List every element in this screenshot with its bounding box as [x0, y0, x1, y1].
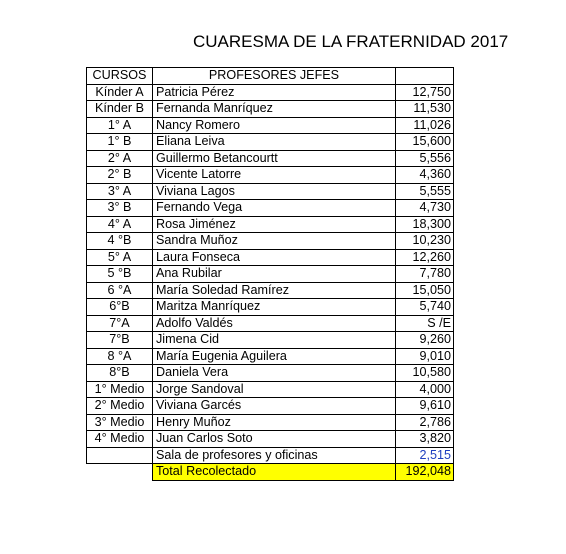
teacher-cell: María Eugenia Aguilera	[153, 348, 396, 365]
table-row	[87, 266, 454, 283]
teacher-cell: Laura Fonseca	[153, 249, 396, 266]
course-cell	[87, 447, 153, 464]
table-row	[87, 150, 454, 167]
teacher-cell: Juan Carlos Soto	[153, 431, 396, 448]
course-cell: Kínder B	[87, 101, 153, 118]
amount-cell: 3,820	[396, 431, 454, 448]
table-row	[87, 332, 454, 349]
course-cell: 6 °A	[87, 282, 153, 299]
table-row	[87, 233, 454, 250]
teacher-cell: Maritza Manríquez	[153, 299, 396, 316]
teacher-cell: Jimena Cid	[153, 332, 396, 349]
teacher-cell: Henry Muñoz	[153, 414, 396, 431]
amount-cell: 4,000	[396, 381, 454, 398]
course-cell: 2° A	[87, 150, 153, 167]
table-row	[87, 117, 454, 134]
teacher-cell: Daniela Vera	[153, 365, 396, 382]
header-cursos: CURSOS	[87, 68, 153, 85]
table-row	[87, 249, 454, 266]
table-row	[87, 381, 454, 398]
teacher-cell: Nancy Romero	[153, 117, 396, 134]
amount-cell: 15,050	[396, 282, 454, 299]
teacher-cell: Viviana Lagos	[153, 183, 396, 200]
teacher-cell: Fernanda Manríquez	[153, 101, 396, 118]
teacher-cell: Sala de profesores y oficinas	[153, 447, 396, 464]
table-row	[87, 101, 454, 118]
course-cell: 1° Medio	[87, 381, 153, 398]
amount-cell: 2,786	[396, 414, 454, 431]
course-cell: 3° Medio	[87, 414, 153, 431]
amount-cell: 5,740	[396, 299, 454, 316]
amount-cell: 12,260	[396, 249, 454, 266]
amount-cell: S /E	[396, 315, 454, 332]
header-monto	[396, 68, 454, 85]
table-header-row	[87, 68, 454, 85]
amount-cell: 15,600	[396, 134, 454, 151]
table-row	[87, 167, 454, 184]
course-cell: 4° A	[87, 216, 153, 233]
teacher-cell: Patricia Pérez	[153, 84, 396, 101]
teacher-cell: Viviana Garcés	[153, 398, 396, 415]
course-cell: 2° Medio	[87, 398, 153, 415]
teacher-cell: Ana Rubilar	[153, 266, 396, 283]
table-row	[87, 398, 454, 415]
page-title: CUARESMA DE LA FRATERNIDAD 2017	[193, 32, 509, 51]
total-row	[87, 464, 454, 481]
teacher-cell: Jorge Sandoval	[153, 381, 396, 398]
course-cell: 8 °A	[87, 348, 153, 365]
amount-cell: 9,010	[396, 348, 454, 365]
amount-cell: 4,730	[396, 200, 454, 217]
course-cell: 3° A	[87, 183, 153, 200]
teacher-cell: Guillermo Betancourtt	[153, 150, 396, 167]
amount-cell: 10,580	[396, 365, 454, 382]
table-row	[87, 183, 454, 200]
amount-cell: 9,260	[396, 332, 454, 349]
amount-cell: 7,780	[396, 266, 454, 283]
amount-cell: 18,300	[396, 216, 454, 233]
teacher-cell: Sandra Muñoz	[153, 233, 396, 250]
amount-cell: 12,750	[396, 84, 454, 101]
course-cell: 4° Medio	[87, 431, 153, 448]
course-cell: 4 °B	[87, 233, 153, 250]
course-cell: 8°B	[87, 365, 153, 382]
amount-cell: 4,360	[396, 167, 454, 184]
amount-cell: 9,610	[396, 398, 454, 415]
table-row	[87, 431, 454, 448]
table-row	[87, 200, 454, 217]
course-cell: 1° B	[87, 134, 153, 151]
table-row	[87, 365, 454, 382]
course-cell: 2° B	[87, 167, 153, 184]
collection-table	[86, 67, 454, 481]
table-row	[87, 84, 454, 101]
teacher-cell: María Soledad Ramírez	[153, 282, 396, 299]
header-profesores: PROFESORES JEFES	[153, 68, 396, 85]
table-row	[87, 299, 454, 316]
course-cell: 7°B	[87, 332, 153, 349]
teacher-cell: Vicente Latorre	[153, 167, 396, 184]
amount-cell: 10,230	[396, 233, 454, 250]
amount-cell: 11,530	[396, 101, 454, 118]
teacher-cell: Eliana Leiva	[153, 134, 396, 151]
amount-cell: 2,515	[396, 447, 454, 464]
table-row	[87, 447, 454, 464]
table-row	[87, 414, 454, 431]
total-amount: 192,048	[396, 464, 454, 481]
table-row	[87, 282, 454, 299]
course-cell: 3° B	[87, 200, 153, 217]
table-row	[87, 216, 454, 233]
course-cell: Kínder A	[87, 84, 153, 101]
course-cell: 1° A	[87, 117, 153, 134]
total-empty-cell	[87, 464, 153, 481]
amount-cell: 5,555	[396, 183, 454, 200]
teacher-cell: Adolfo Valdés	[153, 315, 396, 332]
table-row	[87, 348, 454, 365]
course-cell: 5° A	[87, 249, 153, 266]
teacher-cell: Rosa Jiménez	[153, 216, 396, 233]
course-cell: 6°B	[87, 299, 153, 316]
teacher-cell: Fernando Vega	[153, 200, 396, 217]
course-cell: 5 °B	[87, 266, 153, 283]
amount-cell: 5,556	[396, 150, 454, 167]
course-cell: 7°A	[87, 315, 153, 332]
table-row	[87, 134, 454, 151]
total-label: Total Recolectado	[153, 464, 396, 481]
amount-cell: 11,026	[396, 117, 454, 134]
table-row	[87, 315, 454, 332]
